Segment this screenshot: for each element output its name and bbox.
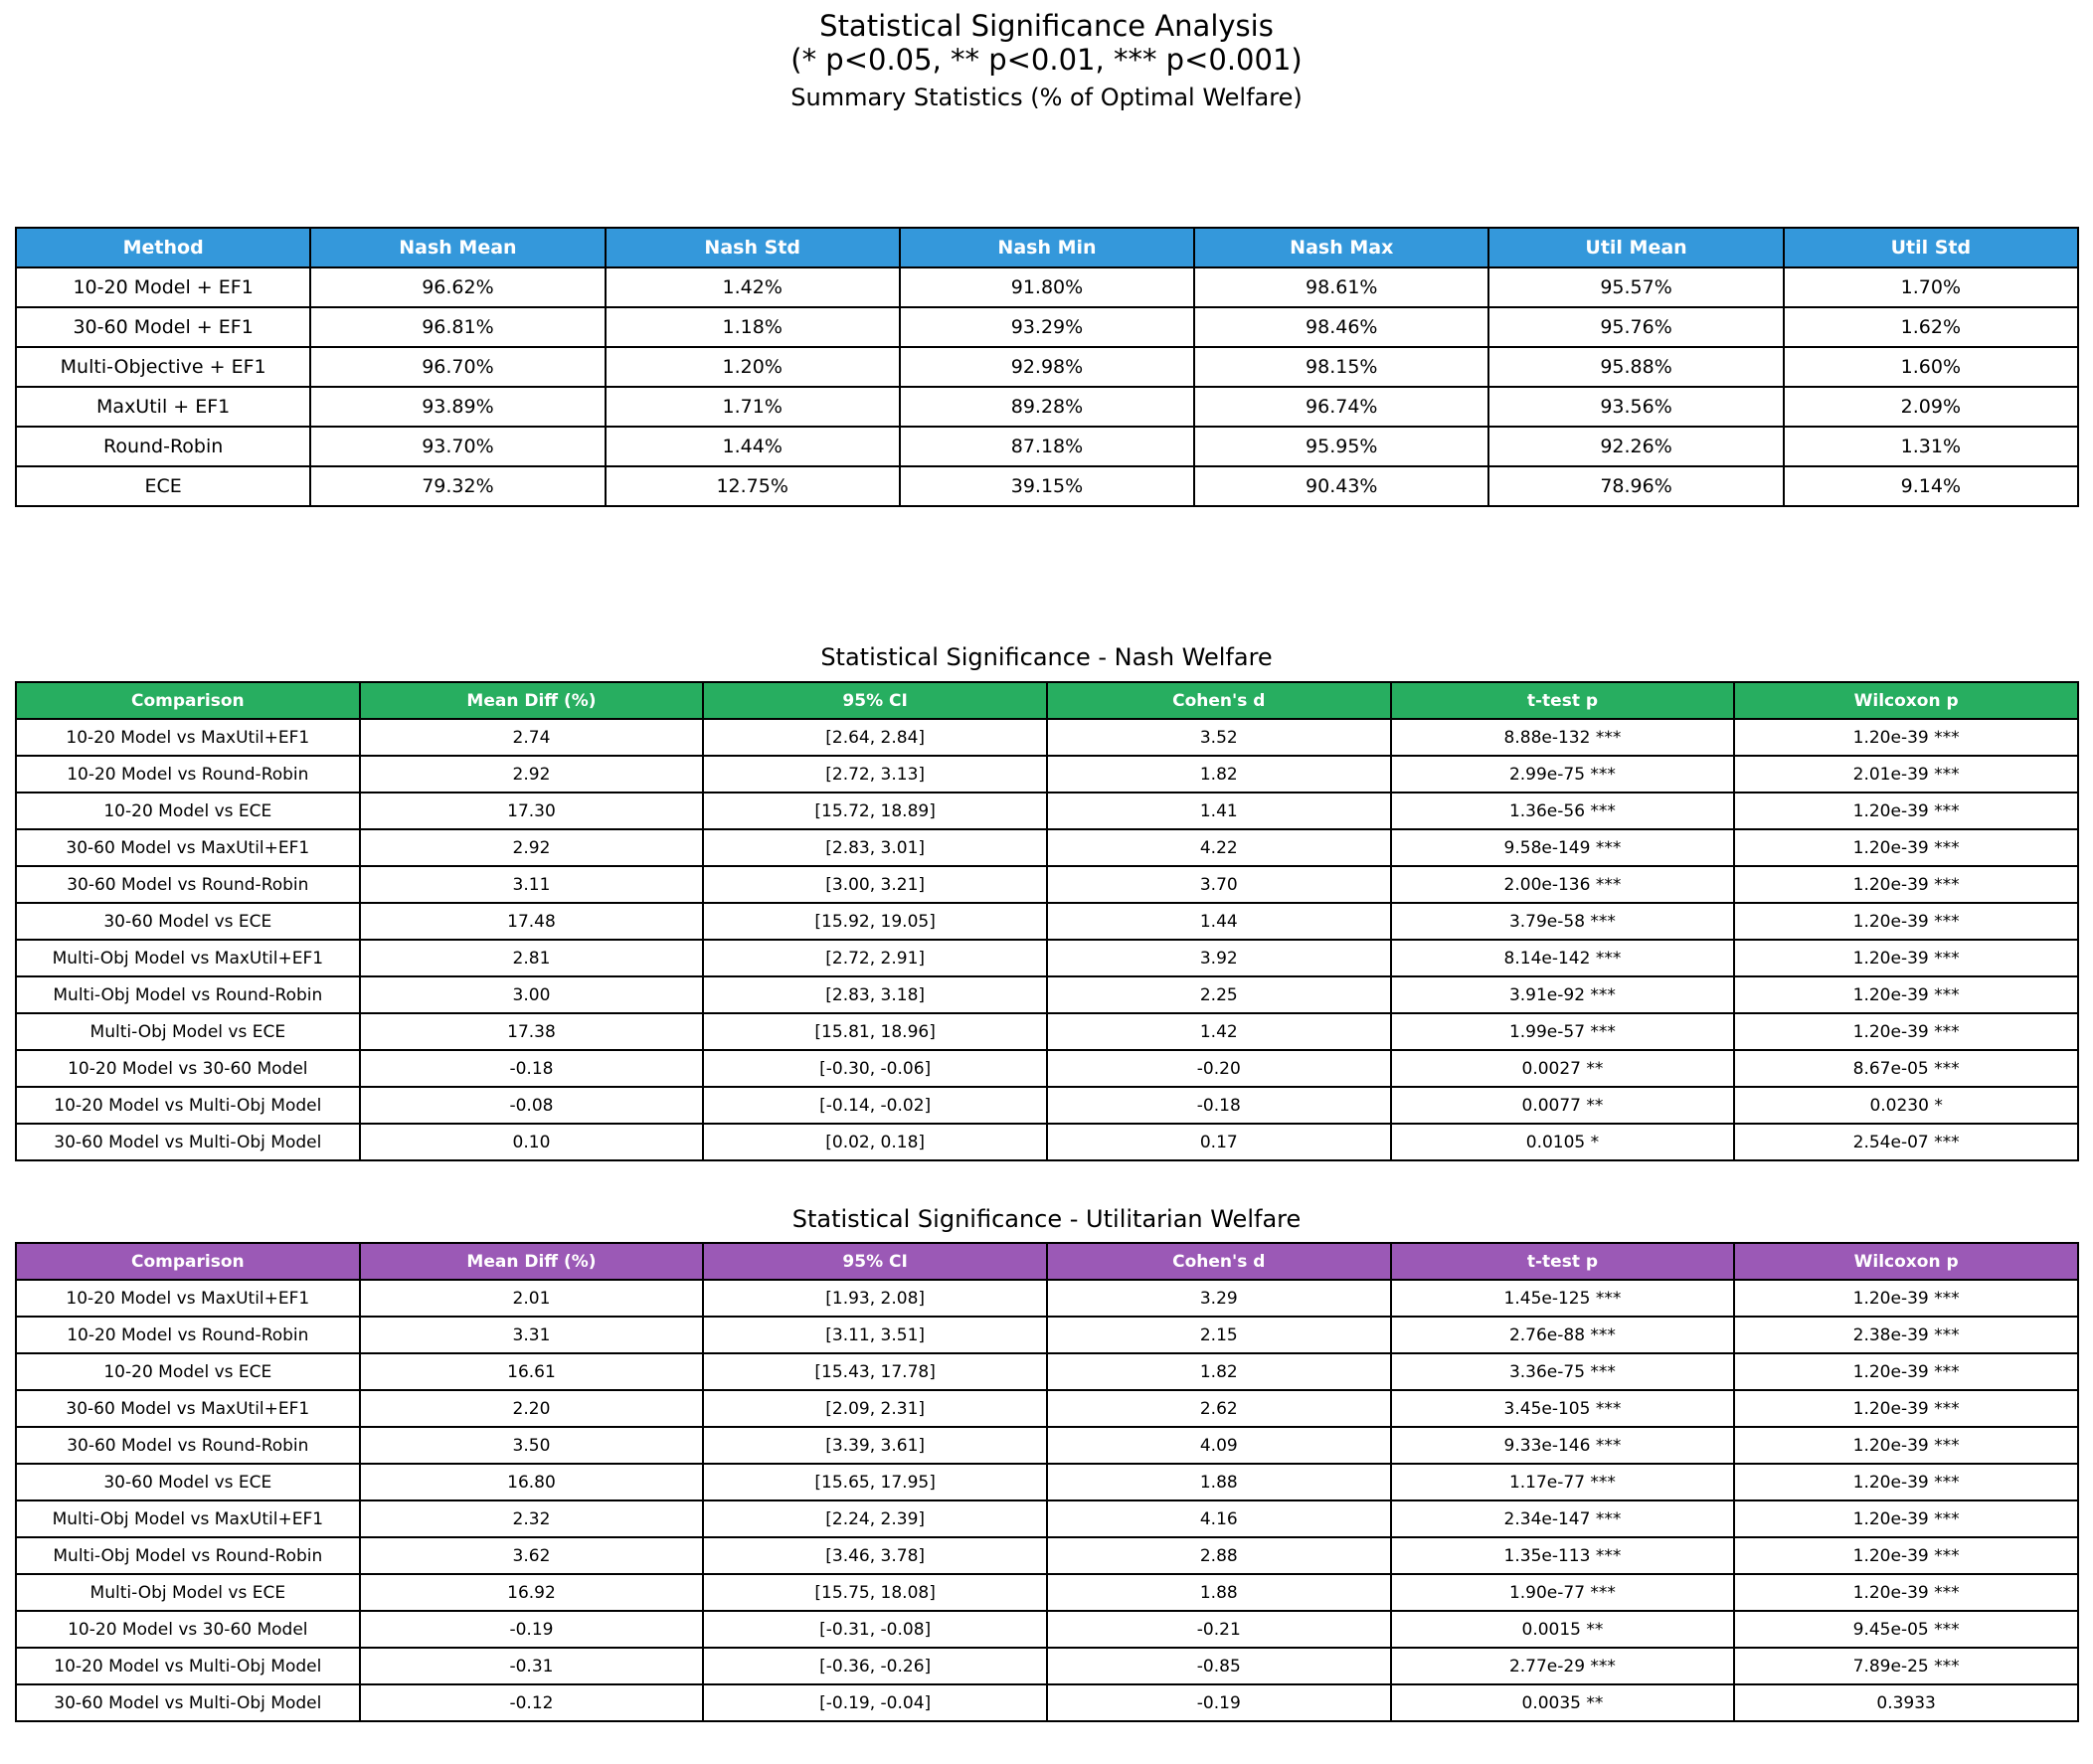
table-cell: 1.18% <box>606 307 900 347</box>
table-cell: 1.20e-39 *** <box>1734 719 2078 756</box>
table-cell: [2.72, 2.91] <box>703 940 1047 976</box>
table-cell: 2.01 <box>360 1280 704 1317</box>
row-label-cell: Multi-Obj Model vs Round-Robin <box>16 1537 360 1574</box>
table-cell: 39.15% <box>900 466 1194 506</box>
table-cell: 2.38e-39 *** <box>1734 1317 2078 1353</box>
table-cell: 3.70 <box>1047 866 1391 903</box>
table-cell: -0.21 <box>1047 1611 1391 1648</box>
table-cell: 1.35e-113 *** <box>1391 1537 1735 1574</box>
table-cell: 0.0230 * <box>1734 1087 2078 1124</box>
table-cell: 2.99e-75 *** <box>1391 756 1735 793</box>
column-header: Comparison <box>16 682 360 719</box>
table-cell: [3.11, 3.51] <box>703 1317 1047 1353</box>
table-cell: [2.09, 2.31] <box>703 1390 1047 1427</box>
table-cell: 2.34e-147 *** <box>1391 1500 1735 1537</box>
row-label-cell: 30-60 Model vs Multi-Obj Model <box>16 1124 360 1160</box>
table-cell: 91.80% <box>900 267 1194 307</box>
table-cell: 4.09 <box>1047 1427 1391 1464</box>
table-cell: 2.01e-39 *** <box>1734 756 2078 793</box>
table-cell: 17.30 <box>360 793 704 829</box>
table-cell: 79.32% <box>310 466 605 506</box>
table-cell: 4.16 <box>1047 1500 1391 1537</box>
table-cell: -0.08 <box>360 1087 704 1124</box>
table-cell: 17.48 <box>360 903 704 940</box>
table-cell: [-0.14, -0.02] <box>703 1087 1047 1124</box>
row-label-cell: 30-60 Model vs Round-Robin <box>16 1427 360 1464</box>
table-cell: 96.62% <box>310 267 605 307</box>
table-row <box>16 1574 2078 1611</box>
table-cell: 3.36e-75 *** <box>1391 1353 1735 1390</box>
table-cell: 2.20 <box>360 1390 704 1427</box>
table-cell: 95.95% <box>1194 427 1488 466</box>
column-header: Util Std <box>1784 228 2078 267</box>
table-cell: 96.81% <box>310 307 605 347</box>
table-cell: 2.00e-136 *** <box>1391 866 1735 903</box>
table-row <box>16 1684 2078 1721</box>
table-cell: 1.88 <box>1047 1464 1391 1500</box>
table-cell: 1.44 <box>1047 903 1391 940</box>
column-header: t-test p <box>1391 1243 1735 1280</box>
row-label-cell: 10-20 Model vs Round-Robin <box>16 1317 360 1353</box>
table-cell: [0.02, 0.18] <box>703 1124 1047 1160</box>
table-cell: 1.99e-57 *** <box>1391 1013 1735 1050</box>
row-label-cell: 30-60 Model vs Round-Robin <box>16 866 360 903</box>
table-row <box>16 1537 2078 1574</box>
row-label-cell: 10-20 Model + EF1 <box>16 267 310 307</box>
table-cell: 1.20e-39 *** <box>1734 866 2078 903</box>
table-cell: 1.20e-39 *** <box>1734 1390 2078 1427</box>
row-label-cell: 30-60 Model vs MaxUtil+EF1 <box>16 1390 360 1427</box>
table-cell: 0.0077 ** <box>1391 1087 1735 1124</box>
table-cell: -0.19 <box>1047 1684 1391 1721</box>
table-cell: 1.17e-77 *** <box>1391 1464 1735 1500</box>
table-cell: 78.96% <box>1488 466 1783 506</box>
table-cell: 2.62 <box>1047 1390 1391 1427</box>
table-cell: 1.62% <box>1784 307 2078 347</box>
table-cell: 7.89e-25 *** <box>1734 1648 2078 1684</box>
table-cell: 1.36e-56 *** <box>1391 793 1735 829</box>
table-row <box>16 1611 2078 1648</box>
table-cell: 93.70% <box>310 427 605 466</box>
column-header: Nash Min <box>900 228 1194 267</box>
column-header: Method <box>16 228 310 267</box>
row-label-cell: Multi-Obj Model vs Round-Robin <box>16 976 360 1013</box>
table-cell: 1.90e-77 *** <box>1391 1574 1735 1611</box>
table-cell: 3.79e-58 *** <box>1391 903 1735 940</box>
column-header: Mean Diff (%) <box>360 682 704 719</box>
table-cell: 96.74% <box>1194 387 1488 427</box>
table-cell: 1.71% <box>606 387 900 427</box>
table-cell: 0.3933 <box>1734 1684 2078 1721</box>
table-cell: [15.43, 17.78] <box>703 1353 1047 1390</box>
column-header: 95% CI <box>703 682 1047 719</box>
row-label-cell: 30-60 Model vs Multi-Obj Model <box>16 1684 360 1721</box>
table-row <box>16 1353 2078 1390</box>
table-cell: 89.28% <box>900 387 1194 427</box>
table-row <box>16 1390 2078 1427</box>
row-label-cell: Round-Robin <box>16 427 310 466</box>
table-cell: 2.92 <box>360 829 704 866</box>
column-header: Wilcoxon p <box>1734 1243 2078 1280</box>
table-cell: 2.32 <box>360 1500 704 1537</box>
table-cell: 2.88 <box>1047 1537 1391 1574</box>
table-cell: 2.09% <box>1784 387 2078 427</box>
table-row <box>16 1427 2078 1464</box>
table-cell: 3.52 <box>1047 719 1391 756</box>
table-row <box>16 1013 2078 1050</box>
table-cell: 1.20e-39 *** <box>1734 940 2078 976</box>
table-cell: 1.45e-125 *** <box>1391 1280 1735 1317</box>
table-cell: 2.15 <box>1047 1317 1391 1353</box>
table-row <box>16 1648 2078 1684</box>
table-cell: -0.19 <box>360 1611 704 1648</box>
table-row <box>16 866 2078 903</box>
nash-significance-table <box>15 681 2079 1161</box>
table-cell: 2.74 <box>360 719 704 756</box>
table-cell: [-0.19, -0.04] <box>703 1684 1047 1721</box>
table-cell: 1.82 <box>1047 756 1391 793</box>
table-cell: [15.81, 18.96] <box>703 1013 1047 1050</box>
table-row <box>16 267 2078 307</box>
column-header: Nash Mean <box>310 228 605 267</box>
table-cell: 3.91e-92 *** <box>1391 976 1735 1013</box>
table-cell: 1.20e-39 *** <box>1734 903 2078 940</box>
table-cell: 1.20e-39 *** <box>1734 1013 2078 1050</box>
table-header-row <box>16 1243 2078 1280</box>
table-cell: 0.0015 ** <box>1391 1611 1735 1648</box>
table-row <box>16 1280 2078 1317</box>
table-cell: 3.62 <box>360 1537 704 1574</box>
table-cell: 1.20e-39 *** <box>1734 1464 2078 1500</box>
row-label-cell: 30-60 Model vs ECE <box>16 1464 360 1500</box>
table-cell: 98.15% <box>1194 347 1488 387</box>
column-header: Cohen's d <box>1047 1243 1391 1280</box>
table-cell: 1.20e-39 *** <box>1734 1280 2078 1317</box>
table-cell: [3.46, 3.78] <box>703 1537 1047 1574</box>
table-cell: 2.77e-29 *** <box>1391 1648 1735 1684</box>
table-cell: 1.44% <box>606 427 900 466</box>
table-cell: 0.0035 ** <box>1391 1684 1735 1721</box>
util-significance-table <box>15 1242 2079 1722</box>
table-row <box>16 793 2078 829</box>
table-row <box>16 1500 2078 1537</box>
table-row <box>16 307 2078 347</box>
table-row <box>16 1317 2078 1353</box>
table-cell: 1.88 <box>1047 1574 1391 1611</box>
table-cell: [-0.36, -0.26] <box>703 1648 1047 1684</box>
row-label-cell: ECE <box>16 466 310 506</box>
table-cell: [-0.31, -0.08] <box>703 1611 1047 1648</box>
table-cell: 1.20e-39 *** <box>1734 1537 2078 1574</box>
table-cell: [3.00, 3.21] <box>703 866 1047 903</box>
table-cell: 3.00 <box>360 976 704 1013</box>
row-label-cell: 10-20 Model vs MaxUtil+EF1 <box>16 1280 360 1317</box>
util-table-title: Statistical Significance - Utilitarian Welfare <box>791 1205 1302 1233</box>
table-row <box>16 1124 2078 1160</box>
table-cell: 1.20e-39 *** <box>1734 976 2078 1013</box>
table-cell: 2.25 <box>1047 976 1391 1013</box>
table-cell: 9.14% <box>1784 466 2078 506</box>
table-cell: 2.76e-88 *** <box>1391 1317 1735 1353</box>
table-cell: 95.57% <box>1488 267 1783 307</box>
column-header: Nash Max <box>1194 228 1488 267</box>
table-cell: 93.29% <box>900 307 1194 347</box>
table-cell: -0.20 <box>1047 1050 1391 1087</box>
table-cell: 96.70% <box>310 347 605 387</box>
table-cell: 92.26% <box>1488 427 1783 466</box>
table-cell: 0.0105 * <box>1391 1124 1735 1160</box>
table-header-row <box>16 228 2078 267</box>
table-cell: -0.18 <box>1047 1087 1391 1124</box>
table-cell: 92.98% <box>900 347 1194 387</box>
row-label-cell: 10-20 Model vs 30-60 Model <box>16 1050 360 1087</box>
table-cell: -0.18 <box>360 1050 704 1087</box>
column-header: Wilcoxon p <box>1734 682 2078 719</box>
table-cell: 8.88e-132 *** <box>1391 719 1735 756</box>
table-cell: 1.41 <box>1047 793 1391 829</box>
table-cell: 1.31% <box>1784 427 2078 466</box>
table-row <box>16 427 2078 466</box>
row-label-cell: 10-20 Model vs Multi-Obj Model <box>16 1648 360 1684</box>
table-cell: 2.54e-07 *** <box>1734 1124 2078 1160</box>
table-cell: 1.20e-39 *** <box>1734 1500 2078 1537</box>
table-row <box>16 719 2078 756</box>
table-cell: 3.29 <box>1047 1280 1391 1317</box>
table-cell: 3.11 <box>360 866 704 903</box>
column-header: Cohen's d <box>1047 682 1391 719</box>
table-cell: [15.65, 17.95] <box>703 1464 1047 1500</box>
table-cell: 1.42% <box>606 267 900 307</box>
table-row <box>16 940 2078 976</box>
row-label-cell: 30-60 Model vs ECE <box>16 903 360 940</box>
table-cell: -0.12 <box>360 1684 704 1721</box>
table-cell: 93.56% <box>1488 387 1783 427</box>
table-cell: 2.81 <box>360 940 704 976</box>
table-cell: [2.83, 3.18] <box>703 976 1047 1013</box>
table-cell: 1.82 <box>1047 1353 1391 1390</box>
column-header: Mean Diff (%) <box>360 1243 704 1280</box>
table-cell: 9.58e-149 *** <box>1391 829 1735 866</box>
table-cell: [2.83, 3.01] <box>703 829 1047 866</box>
table-cell: 3.31 <box>360 1317 704 1353</box>
table-row <box>16 829 2078 866</box>
table-row <box>16 903 2078 940</box>
row-label-cell: 30-60 Model + EF1 <box>16 307 310 347</box>
table-cell: [2.24, 2.39] <box>703 1500 1047 1537</box>
table-header-row <box>16 682 2078 719</box>
table-cell: [2.72, 3.13] <box>703 756 1047 793</box>
table-cell: 4.22 <box>1047 829 1391 866</box>
row-label-cell: 10-20 Model vs ECE <box>16 793 360 829</box>
table-row <box>16 1050 2078 1087</box>
row-label-cell: Multi-Obj Model vs MaxUtil+EF1 <box>16 1500 360 1537</box>
table-cell: 95.88% <box>1488 347 1783 387</box>
table-cell: [15.92, 19.05] <box>703 903 1047 940</box>
significance-legend: (* p<0.05, ** p<0.01, *** p<0.001) <box>790 43 1303 77</box>
table-cell: [15.72, 18.89] <box>703 793 1047 829</box>
row-label-cell: 10-20 Model vs ECE <box>16 1353 360 1390</box>
table-cell: 0.10 <box>360 1124 704 1160</box>
table-cell: 1.20e-39 *** <box>1734 829 2078 866</box>
nash-table-title: Statistical Significance - Nash Welfare <box>820 643 1273 671</box>
row-label-cell: Multi-Obj Model vs ECE <box>16 1013 360 1050</box>
row-label-cell: 30-60 Model vs MaxUtil+EF1 <box>16 829 360 866</box>
table-row <box>16 387 2078 427</box>
row-label-cell: 10-20 Model vs Round-Robin <box>16 756 360 793</box>
table-cell: 98.46% <box>1194 307 1488 347</box>
table-cell: -0.85 <box>1047 1648 1391 1684</box>
table-cell: 87.18% <box>900 427 1194 466</box>
row-label-cell: Multi-Obj Model vs MaxUtil+EF1 <box>16 940 360 976</box>
row-label-cell: 10-20 Model vs Multi-Obj Model <box>16 1087 360 1124</box>
table-cell: 3.45e-105 *** <box>1391 1390 1735 1427</box>
table-cell: 9.33e-146 *** <box>1391 1427 1735 1464</box>
table-row <box>16 976 2078 1013</box>
table-cell: 16.92 <box>360 1574 704 1611</box>
main-title: Statistical Significance Analysis <box>819 9 1274 43</box>
column-header: 95% CI <box>703 1243 1047 1280</box>
table-cell: 8.67e-05 *** <box>1734 1050 2078 1087</box>
table-cell: 1.20% <box>606 347 900 387</box>
table-row <box>16 1087 2078 1124</box>
table-cell: 98.61% <box>1194 267 1488 307</box>
summary-statistics-table <box>15 227 2079 507</box>
row-label-cell: 10-20 Model vs MaxUtil+EF1 <box>16 719 360 756</box>
summary-table-title: Summary Statistics (% of Optimal Welfare) <box>790 84 1303 111</box>
table-cell: 17.38 <box>360 1013 704 1050</box>
table-cell: 1.20e-39 *** <box>1734 1353 2078 1390</box>
table-cell: -0.31 <box>360 1648 704 1684</box>
table-row <box>16 756 2078 793</box>
table-row <box>16 466 2078 506</box>
row-label-cell: MaxUtil + EF1 <box>16 387 310 427</box>
table-cell: 1.42 <box>1047 1013 1391 1050</box>
table-cell: 0.17 <box>1047 1124 1391 1160</box>
row-label-cell: Multi-Obj Model vs ECE <box>16 1574 360 1611</box>
table-cell: 90.43% <box>1194 466 1488 506</box>
table-cell: 12.75% <box>606 466 900 506</box>
table-cell: [-0.30, -0.06] <box>703 1050 1047 1087</box>
table-cell: [3.39, 3.61] <box>703 1427 1047 1464</box>
table-row <box>16 1464 2078 1500</box>
table-cell: 3.50 <box>360 1427 704 1464</box>
table-cell: [15.75, 18.08] <box>703 1574 1047 1611</box>
table-cell: 95.76% <box>1488 307 1783 347</box>
table-cell: [2.64, 2.84] <box>703 719 1047 756</box>
column-header: Util Mean <box>1488 228 1783 267</box>
table-cell: 0.0027 ** <box>1391 1050 1735 1087</box>
table-cell: 1.20e-39 *** <box>1734 1427 2078 1464</box>
table-cell: 93.89% <box>310 387 605 427</box>
table-cell: 16.80 <box>360 1464 704 1500</box>
table-cell: [1.93, 2.08] <box>703 1280 1047 1317</box>
table-cell: 1.20e-39 *** <box>1734 793 2078 829</box>
table-row <box>16 347 2078 387</box>
table-cell: 1.70% <box>1784 267 2078 307</box>
column-header: t-test p <box>1391 682 1735 719</box>
table-cell: 16.61 <box>360 1353 704 1390</box>
table-cell: 9.45e-05 *** <box>1734 1611 2078 1648</box>
column-header: Comparison <box>16 1243 360 1280</box>
table-cell: 3.92 <box>1047 940 1391 976</box>
column-header: Nash Std <box>606 228 900 267</box>
row-label-cell: 10-20 Model vs 30-60 Model <box>16 1611 360 1648</box>
row-label-cell: Multi-Objective + EF1 <box>16 347 310 387</box>
table-cell: 1.60% <box>1784 347 2078 387</box>
table-cell: 8.14e-142 *** <box>1391 940 1735 976</box>
table-cell: 2.92 <box>360 756 704 793</box>
table-cell: 1.20e-39 *** <box>1734 1574 2078 1611</box>
